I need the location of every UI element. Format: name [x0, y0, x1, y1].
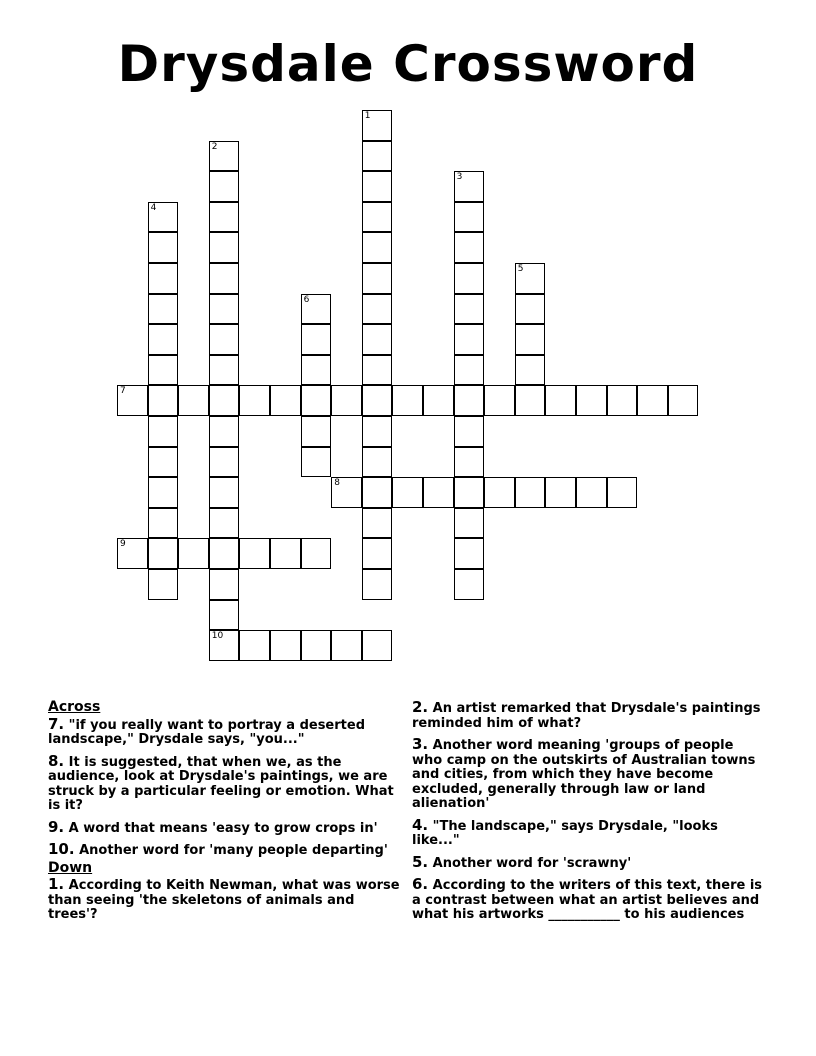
grid-cell[interactable]: [484, 385, 515, 416]
grid-cell[interactable]: [239, 538, 270, 569]
grid-cell[interactable]: [148, 385, 179, 416]
grid-cell[interactable]: [117, 385, 148, 416]
grid-cell[interactable]: [454, 232, 485, 263]
grid-cell[interactable]: [362, 447, 393, 478]
grid-cell[interactable]: [301, 324, 332, 355]
clue-number: 3.: [412, 735, 429, 753]
down-heading: Down: [48, 859, 93, 876]
grid-cell[interactable]: [515, 477, 546, 508]
grid-cell[interactable]: [454, 569, 485, 600]
clue-number-label: 5: [517, 264, 524, 274]
clue-down-1: [48, 877, 404, 923]
clue-number: 4.: [412, 815, 429, 834]
grid-cell[interactable]: [331, 477, 362, 508]
grid-cell[interactable]: [515, 355, 546, 386]
grid-cell[interactable]: [454, 324, 485, 355]
grid-cell[interactable]: [148, 232, 179, 263]
grid-cell[interactable]: [545, 385, 576, 416]
grid-cell[interactable]: [209, 447, 240, 478]
grid-cell[interactable]: [178, 538, 209, 569]
grid-cell[interactable]: [362, 355, 393, 386]
grid-cell[interactable]: [209, 569, 240, 600]
grid-cell[interactable]: [209, 385, 240, 416]
clue-number-label: 10: [211, 631, 224, 642]
page-title: Drysdale Crossword: [117, 35, 699, 93]
clue-number: 8.: [48, 751, 65, 770]
clue-number-label: 1: [364, 111, 371, 121]
grid-cell[interactable]: [209, 600, 240, 631]
clue-number: 7.: [48, 714, 65, 733]
grid-cell[interactable]: [362, 508, 393, 539]
grid-cell[interactable]: [607, 385, 638, 416]
clue-text: A word that means 'easy to grow crops in': [68, 820, 378, 836]
grid-cell[interactable]: [454, 385, 485, 416]
grid-cell[interactable]: [362, 630, 393, 661]
clue-down-4: [412, 815, 764, 849]
grid-cell[interactable]: [362, 477, 393, 508]
grid-cell[interactable]: [148, 416, 179, 447]
grid-cell[interactable]: [454, 447, 485, 478]
grid-cell[interactable]: [209, 263, 240, 294]
grid-cell[interactable]: [301, 385, 332, 416]
grid-cell[interactable]: [117, 538, 148, 569]
grid-cell[interactable]: [515, 294, 546, 325]
grid-cell[interactable]: [362, 416, 393, 447]
grid-cell[interactable]: [301, 294, 332, 325]
clue-down-5: [412, 852, 764, 872]
clue-number: 2.: [412, 698, 429, 716]
grid-cell[interactable]: [148, 202, 179, 233]
grid-cell[interactable]: [454, 355, 485, 386]
clue-number-label: 4: [150, 202, 157, 213]
grid-cell[interactable]: [209, 232, 240, 263]
grid-cell[interactable]: [362, 202, 393, 233]
clue-number: 9.: [48, 817, 65, 836]
grid-cell[interactable]: [209, 508, 240, 539]
clue-number-label: 3: [456, 172, 463, 183]
grid-cell[interactable]: [239, 385, 270, 416]
across-heading: Across: [48, 699, 101, 715]
grid-cell[interactable]: [270, 385, 301, 416]
grid-cell[interactable]: [515, 324, 546, 355]
grid-cell[interactable]: [148, 508, 179, 539]
grid-cell[interactable]: [454, 477, 485, 508]
clue-number-label: 6: [303, 294, 310, 305]
grid-cell[interactable]: [148, 294, 179, 325]
grid-cell[interactable]: [454, 538, 485, 569]
grid-cell[interactable]: [668, 385, 699, 416]
clue-across-10: [48, 842, 404, 859]
clue-number: 6.: [412, 875, 429, 893]
clue-text: An artist remarked that Drysdale's paintings reminded him of what?: [412, 701, 761, 731]
grid-cell[interactable]: [239, 630, 270, 661]
grid-cell[interactable]: [454, 508, 485, 539]
clue-text: Another word for 'scrawny': [432, 855, 632, 871]
grid-cell[interactable]: [362, 538, 393, 569]
clue-text: It is suggested, that when we, as the audience, look at Drysdale's paintings, we are struck by a particular feeling or emotion. What is it?: [48, 754, 394, 813]
clue-text: "if you really want to portray a deserted landscape," Drysdale says, "you...": [48, 717, 365, 747]
clue-down-3: [412, 737, 764, 812]
grid-cell[interactable]: [607, 477, 638, 508]
grid-cell[interactable]: [301, 447, 332, 478]
grid-cell[interactable]: [331, 385, 362, 416]
grid-cell[interactable]: [454, 171, 485, 202]
grid-cell[interactable]: [148, 538, 179, 569]
grid-cell[interactable]: [362, 141, 393, 172]
grid-cell[interactable]: [484, 477, 515, 508]
grid-cell[interactable]: [209, 477, 240, 508]
grid-cell[interactable]: [209, 416, 240, 447]
grid-cell[interactable]: [301, 355, 332, 386]
clue-across-8: [48, 751, 404, 814]
grid-cell[interactable]: [209, 355, 240, 386]
clue-number: 5.: [412, 852, 429, 871]
grid-cell[interactable]: [301, 538, 332, 569]
grid-cell[interactable]: [637, 385, 668, 416]
grid-cell[interactable]: [209, 630, 240, 661]
grid-cell[interactable]: [362, 324, 393, 355]
grid-cell[interactable]: [515, 385, 546, 416]
grid-cell[interactable]: [515, 263, 546, 294]
clues-column-right: [412, 700, 764, 929]
grid-cell[interactable]: [209, 294, 240, 325]
clue-text: Another word meaning 'groups of people who camp on the outskirts of Australian towns and cities, from which they have become excluded, generally through law or land alienation': [412, 738, 756, 811]
grid-cell[interactable]: [362, 385, 393, 416]
grid-cell[interactable]: [270, 538, 301, 569]
grid-cell[interactable]: [423, 385, 454, 416]
grid-cell[interactable]: [362, 232, 393, 263]
grid-cell[interactable]: [545, 477, 576, 508]
grid-cell[interactable]: [301, 630, 332, 661]
grid-cell[interactable]: [392, 385, 423, 416]
grid-cell[interactable]: [576, 477, 607, 508]
grid-cell[interactable]: [209, 141, 240, 172]
grid-cell[interactable]: [148, 569, 179, 600]
grid-cell[interactable]: [209, 202, 240, 233]
grid-cell[interactable]: [454, 416, 485, 447]
grid-cell[interactable]: [209, 171, 240, 202]
clues-column-left: [48, 700, 404, 929]
clue-text: "The landscape," says Drysdale, "looks like...": [412, 818, 718, 848]
clue-number-label: 9: [120, 539, 126, 550]
clue-number-label: 7: [120, 386, 126, 397]
clue-number-label: 2: [211, 141, 218, 152]
clue-text: Another word for 'many people departing': [79, 843, 388, 858]
grid-cell[interactable]: [178, 385, 209, 416]
grid-cell[interactable]: [576, 385, 607, 416]
clue-across-7: [48, 714, 404, 748]
grid-cell[interactable]: [362, 263, 393, 294]
grid-cell[interactable]: [148, 355, 179, 386]
clue-down-2: [412, 700, 764, 731]
grid-cell[interactable]: [392, 477, 423, 508]
grid-cell[interactable]: [148, 324, 179, 355]
clue-number: 10.: [48, 840, 75, 858]
grid-cell[interactable]: [454, 294, 485, 325]
grid-cell[interactable]: [362, 171, 393, 202]
grid-cell[interactable]: [454, 202, 485, 233]
clue-down-6: [412, 877, 764, 923]
grid-cell[interactable]: [209, 538, 240, 569]
clue-number: 1.: [48, 875, 65, 893]
grid-cell[interactable]: [362, 569, 393, 600]
grid-cell[interactable]: [209, 324, 240, 355]
grid-cell[interactable]: [148, 477, 179, 508]
clue-text: According to the writers of this text, there is a contrast between what an artist believes and what his artworks ___________ to his audiences: [412, 878, 763, 922]
clue-text: According to Keith Newman, what was worse than seeing 'the skeletons of animals and trees'?: [48, 878, 400, 922]
grid-cell[interactable]: [301, 416, 332, 447]
clue-across-9: [48, 817, 404, 837]
grid-cell[interactable]: [331, 630, 362, 661]
grid-cell[interactable]: [270, 630, 301, 661]
grid-cell[interactable]: [454, 263, 485, 294]
clue-number-label: 8: [334, 478, 340, 489]
grid-cell[interactable]: [362, 110, 393, 141]
grid-cell[interactable]: [362, 294, 393, 325]
grid-cell[interactable]: [148, 447, 179, 478]
grid-cell[interactable]: [148, 263, 179, 294]
grid-cell[interactable]: [423, 477, 454, 508]
